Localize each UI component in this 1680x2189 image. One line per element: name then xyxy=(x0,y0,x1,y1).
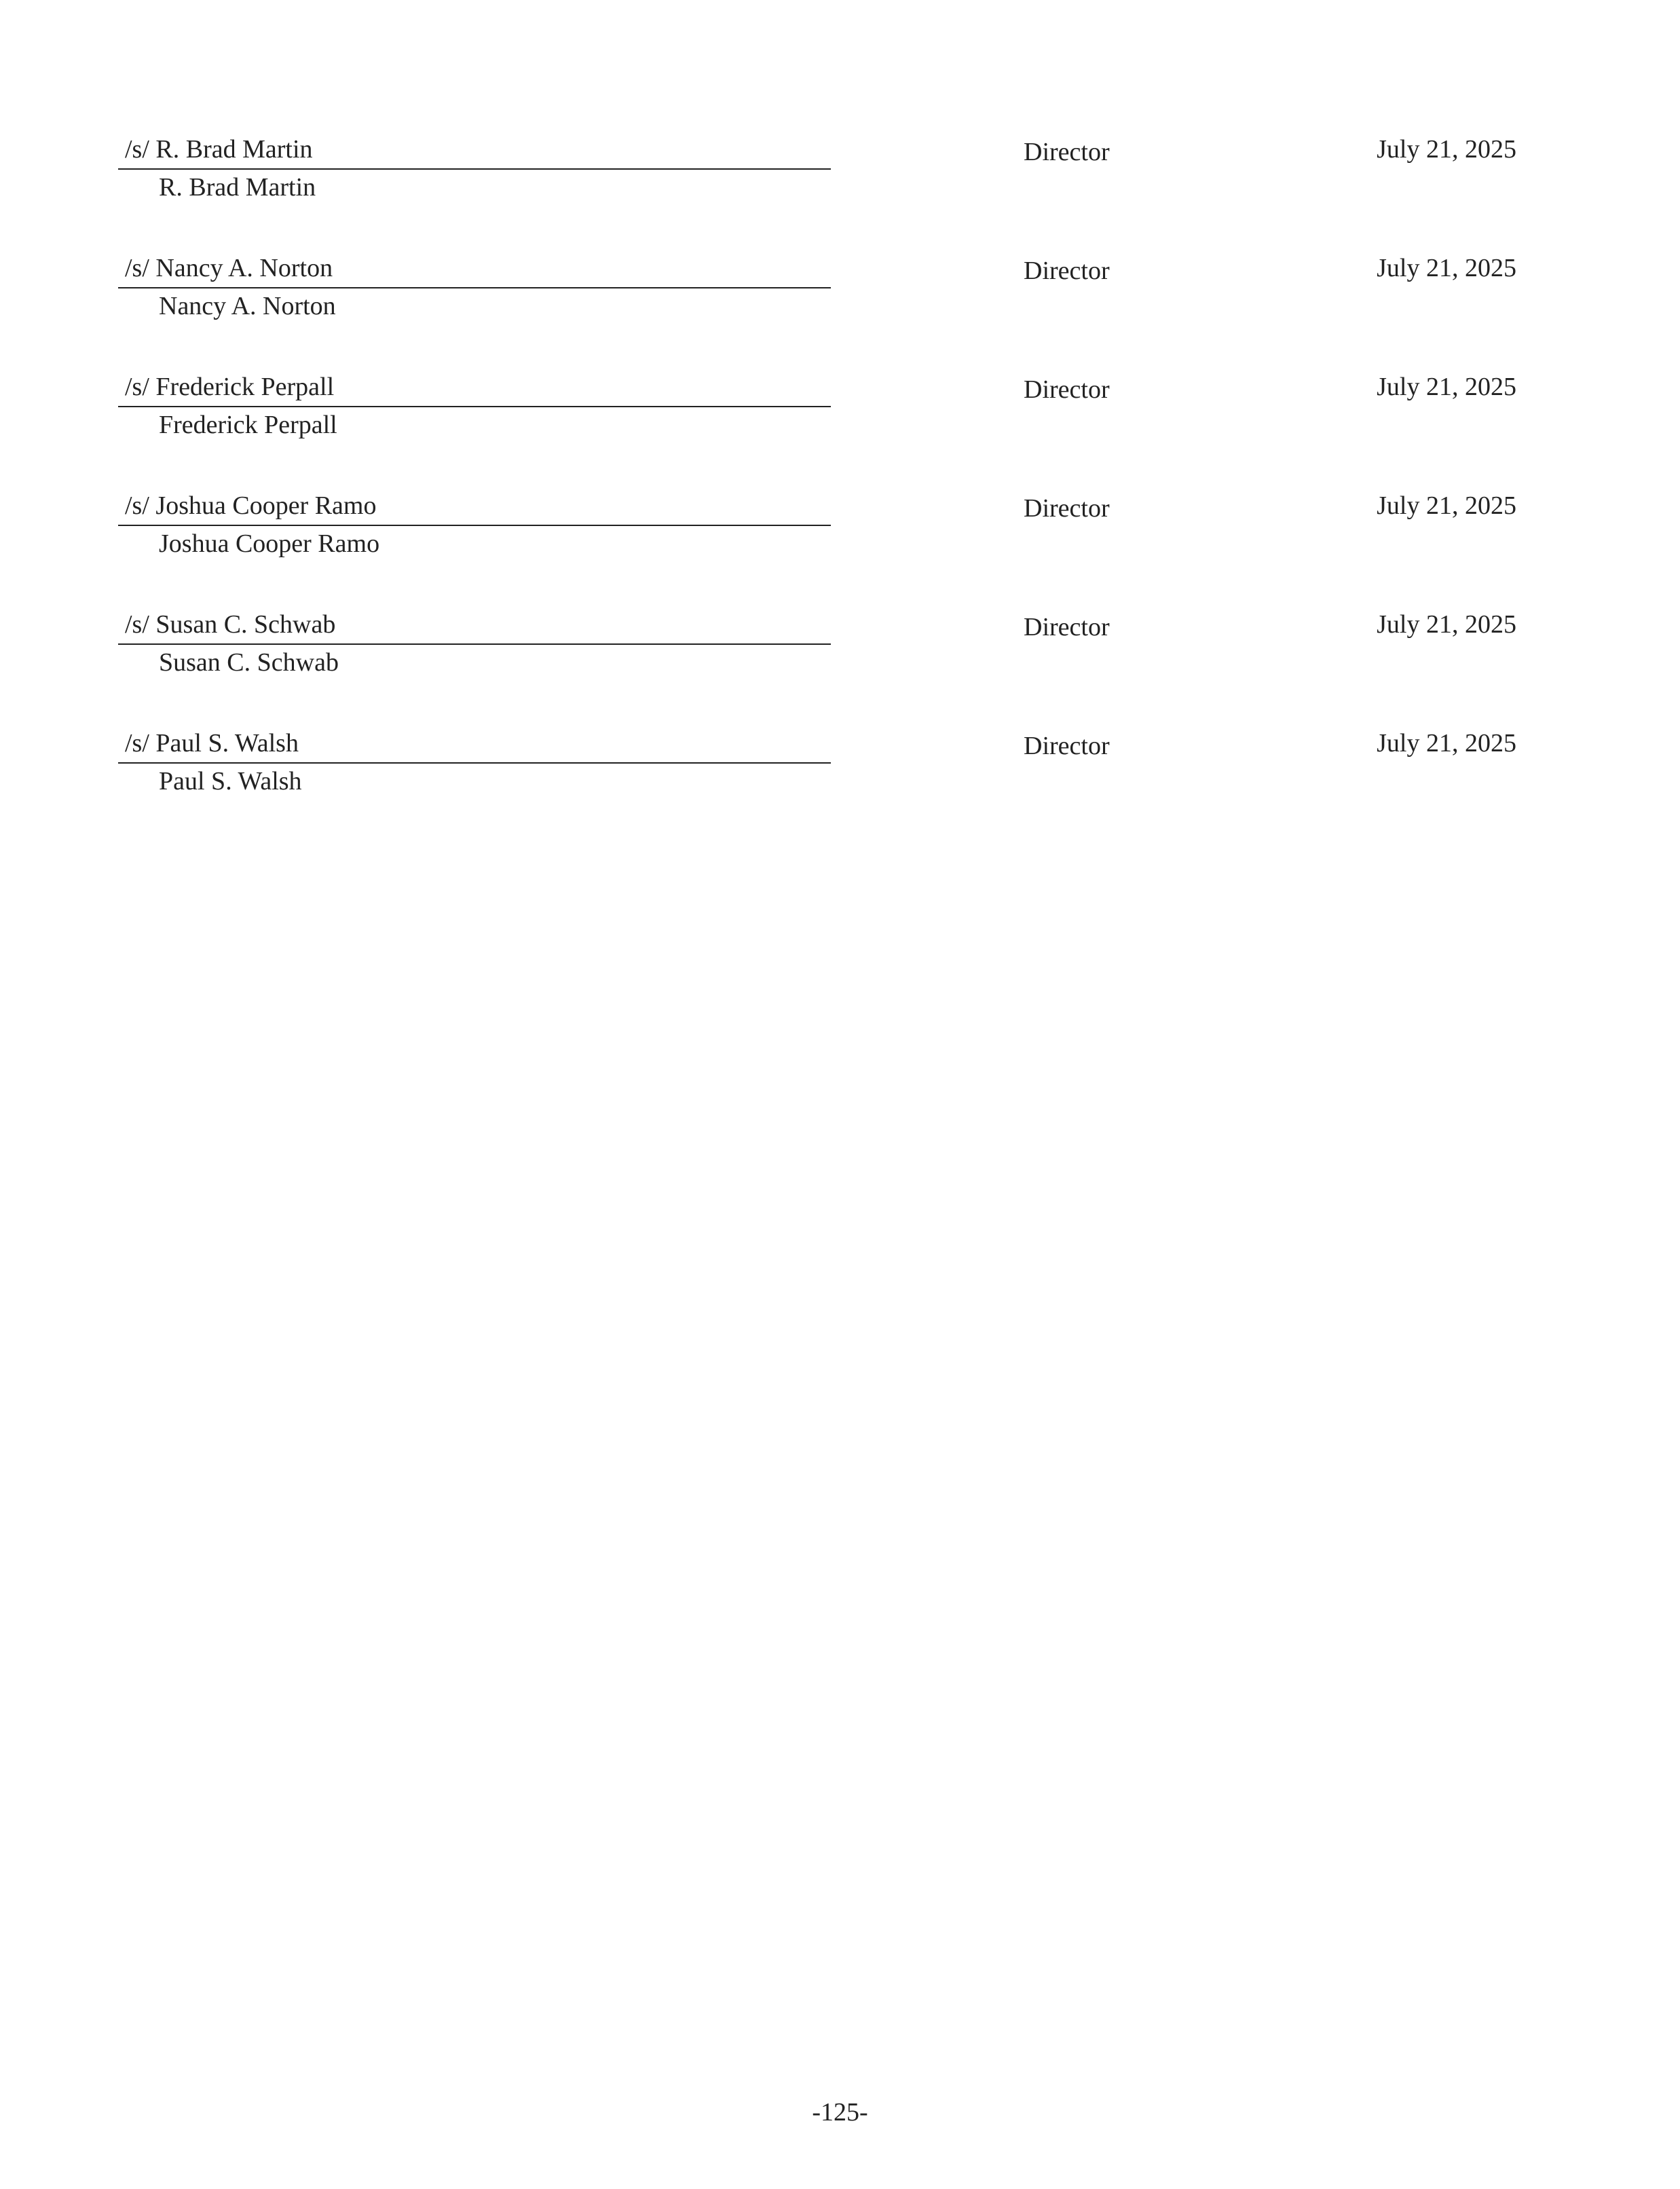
signature-date: July 21, 2025 xyxy=(1377,491,1516,520)
page-number: -125- xyxy=(812,2098,868,2127)
signature-block xyxy=(118,610,1516,691)
signature-date: July 21, 2025 xyxy=(1377,373,1516,401)
signature-date: July 21, 2025 xyxy=(1377,610,1516,639)
printed-name: R. Brad Martin xyxy=(159,173,316,202)
signature-rule xyxy=(118,287,831,288)
signature-text: /s/ Susan C. Schwab xyxy=(125,610,336,639)
signatory-title: Director xyxy=(1024,257,1110,285)
printed-name: Susan C. Schwab xyxy=(159,648,339,677)
printed-name: Nancy A. Norton xyxy=(159,292,336,320)
signature-rule xyxy=(118,168,831,170)
signature-rule xyxy=(118,525,831,526)
signature-block xyxy=(118,253,1516,335)
printed-name: Paul S. Walsh xyxy=(159,767,302,796)
signatory-title: Director xyxy=(1024,613,1110,641)
signature-rule xyxy=(118,406,831,407)
signature-date: July 21, 2025 xyxy=(1377,254,1516,282)
signature-block xyxy=(118,728,1516,810)
signature-block xyxy=(118,491,1516,572)
signature-rule xyxy=(118,762,831,764)
signatory-title: Director xyxy=(1024,732,1110,760)
signature-rule xyxy=(118,643,831,645)
signature-date: July 21, 2025 xyxy=(1377,729,1516,757)
signature-text: /s/ Paul S. Walsh xyxy=(125,729,299,757)
signature-date: July 21, 2025 xyxy=(1377,135,1516,164)
signature-text: /s/ Joshua Cooper Ramo xyxy=(125,491,377,520)
printed-name: Joshua Cooper Ramo xyxy=(159,529,380,558)
signature-text: /s/ R. Brad Martin xyxy=(125,135,313,164)
signature-block xyxy=(118,372,1516,453)
signature-block xyxy=(118,134,1516,216)
signature-text: /s/ Nancy A. Norton xyxy=(125,254,333,282)
printed-name: Frederick Perpall xyxy=(159,411,337,439)
signatory-title: Director xyxy=(1024,494,1110,523)
signatory-title: Director xyxy=(1024,138,1110,166)
signatory-title: Director xyxy=(1024,375,1110,404)
signature-text: /s/ Frederick Perpall xyxy=(125,373,335,401)
